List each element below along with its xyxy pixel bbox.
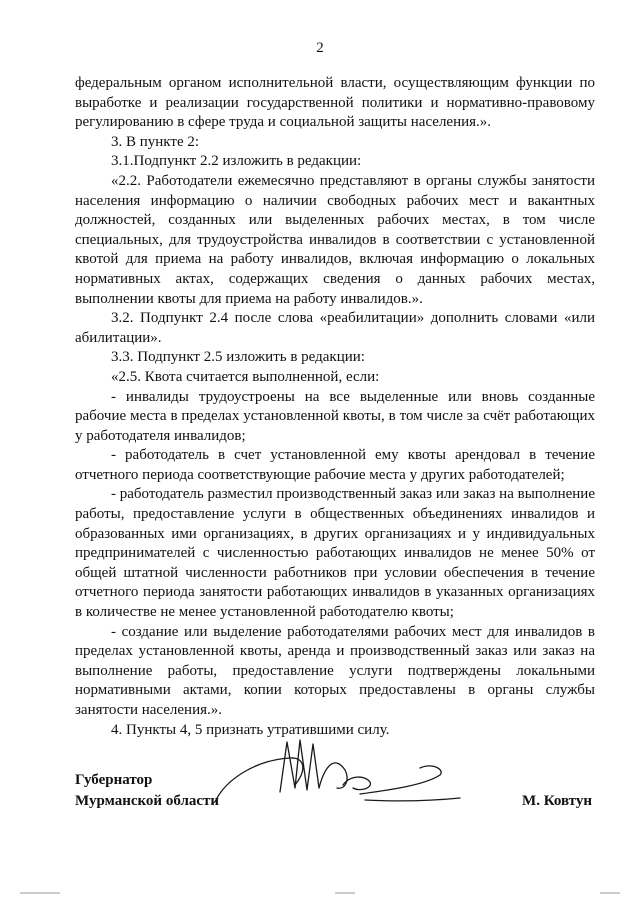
list-item-3: - работодатель разместил производственный заказ или заказ на выполнение работы, предоставление услуги в общественных объединениях инвалидов и образованных ими организациях, в других организациях и у индивидуальных предпринимателей с численностью работающих инвалидов не менее 50% от общей штатной численности работников при условии обеспечения в течение отчетного периода занятости работающих инвалидов в указанных организациях в количестве не менее установленной работодателю квоты; [75,486,595,621]
footer-marks [0,888,640,898]
paragraph-quote-2-5: «2.5. Квота считается выполненной, если: [111,368,380,385]
list-item-2: - работодатель в счет установленной ему квоты арендовал в течение отчетного периода соответствующие рабочие места у других работодателей; [75,447,595,483]
signature-block [0,730,640,850]
paragraph-item-3-2: 3.2. Подпункт 2.4 после слова «реабилитации» дополнить словами «или абилитации». [75,310,595,346]
signer-name: М. Ковтун [522,793,592,809]
paragraph-item-3-3: 3.3. Подпункт 2.5 изложить в редакции: [111,349,365,366]
paragraph-item-3: 3. В пункте 2: [111,133,200,150]
page-number: 2 [316,40,324,56]
signer-title-line2: Мурманской области [75,793,220,809]
paragraph-item-3-1: 3.1.Подпункт 2.2 изложить в редакции: [111,153,362,170]
list-item-1: - инвалиды трудоустроены на все выделенные или вновь созданные рабочие места в пределах установленной квоты, в том числе за счёт работающих у работодателя инвалидов; [75,388,595,444]
paragraph-item-4: 4. Пункты 4, 5 признать утратившими силу. [111,721,390,738]
signer-title-line1: Губернатор [75,772,153,788]
paragraph-continuation: федеральным органом исполнительной власти, осуществляющим функции по выработке и реализации государственной политики и нормативно-правовому регулированию в сфере труда и социальной защиты населения.». [75,75,595,131]
paragraph-quote-2-2: «2.2. Работодатели ежемесячно представляют в органы службы занятости населения информацию о наличии свободных рабочих мест и вакантных должностей, созданных или выделенных рабочих местах, в том числе специальных, для трудоустройства инвалидов в соответствии с установленной квотой для приема на работу инвалидов, включая информацию о локальных нормативных актах, содержащих сведения о данных рабочих местах, выполнении квоты для приема на работу инвалидов.». [75,172,595,307]
handwritten-signature-icon [195,730,465,810]
list-item-4: - создание или выделение работодателями рабочих мест для инвалидов в пределах установленной квоты, аренда и производственный заказ или заказ на выполнение работы, предоставление услуги подтверждены локальными нормативными актами, копии которых предоставлены в органы службы занятости населения.». [75,623,595,718]
document-body [75,74,595,740]
